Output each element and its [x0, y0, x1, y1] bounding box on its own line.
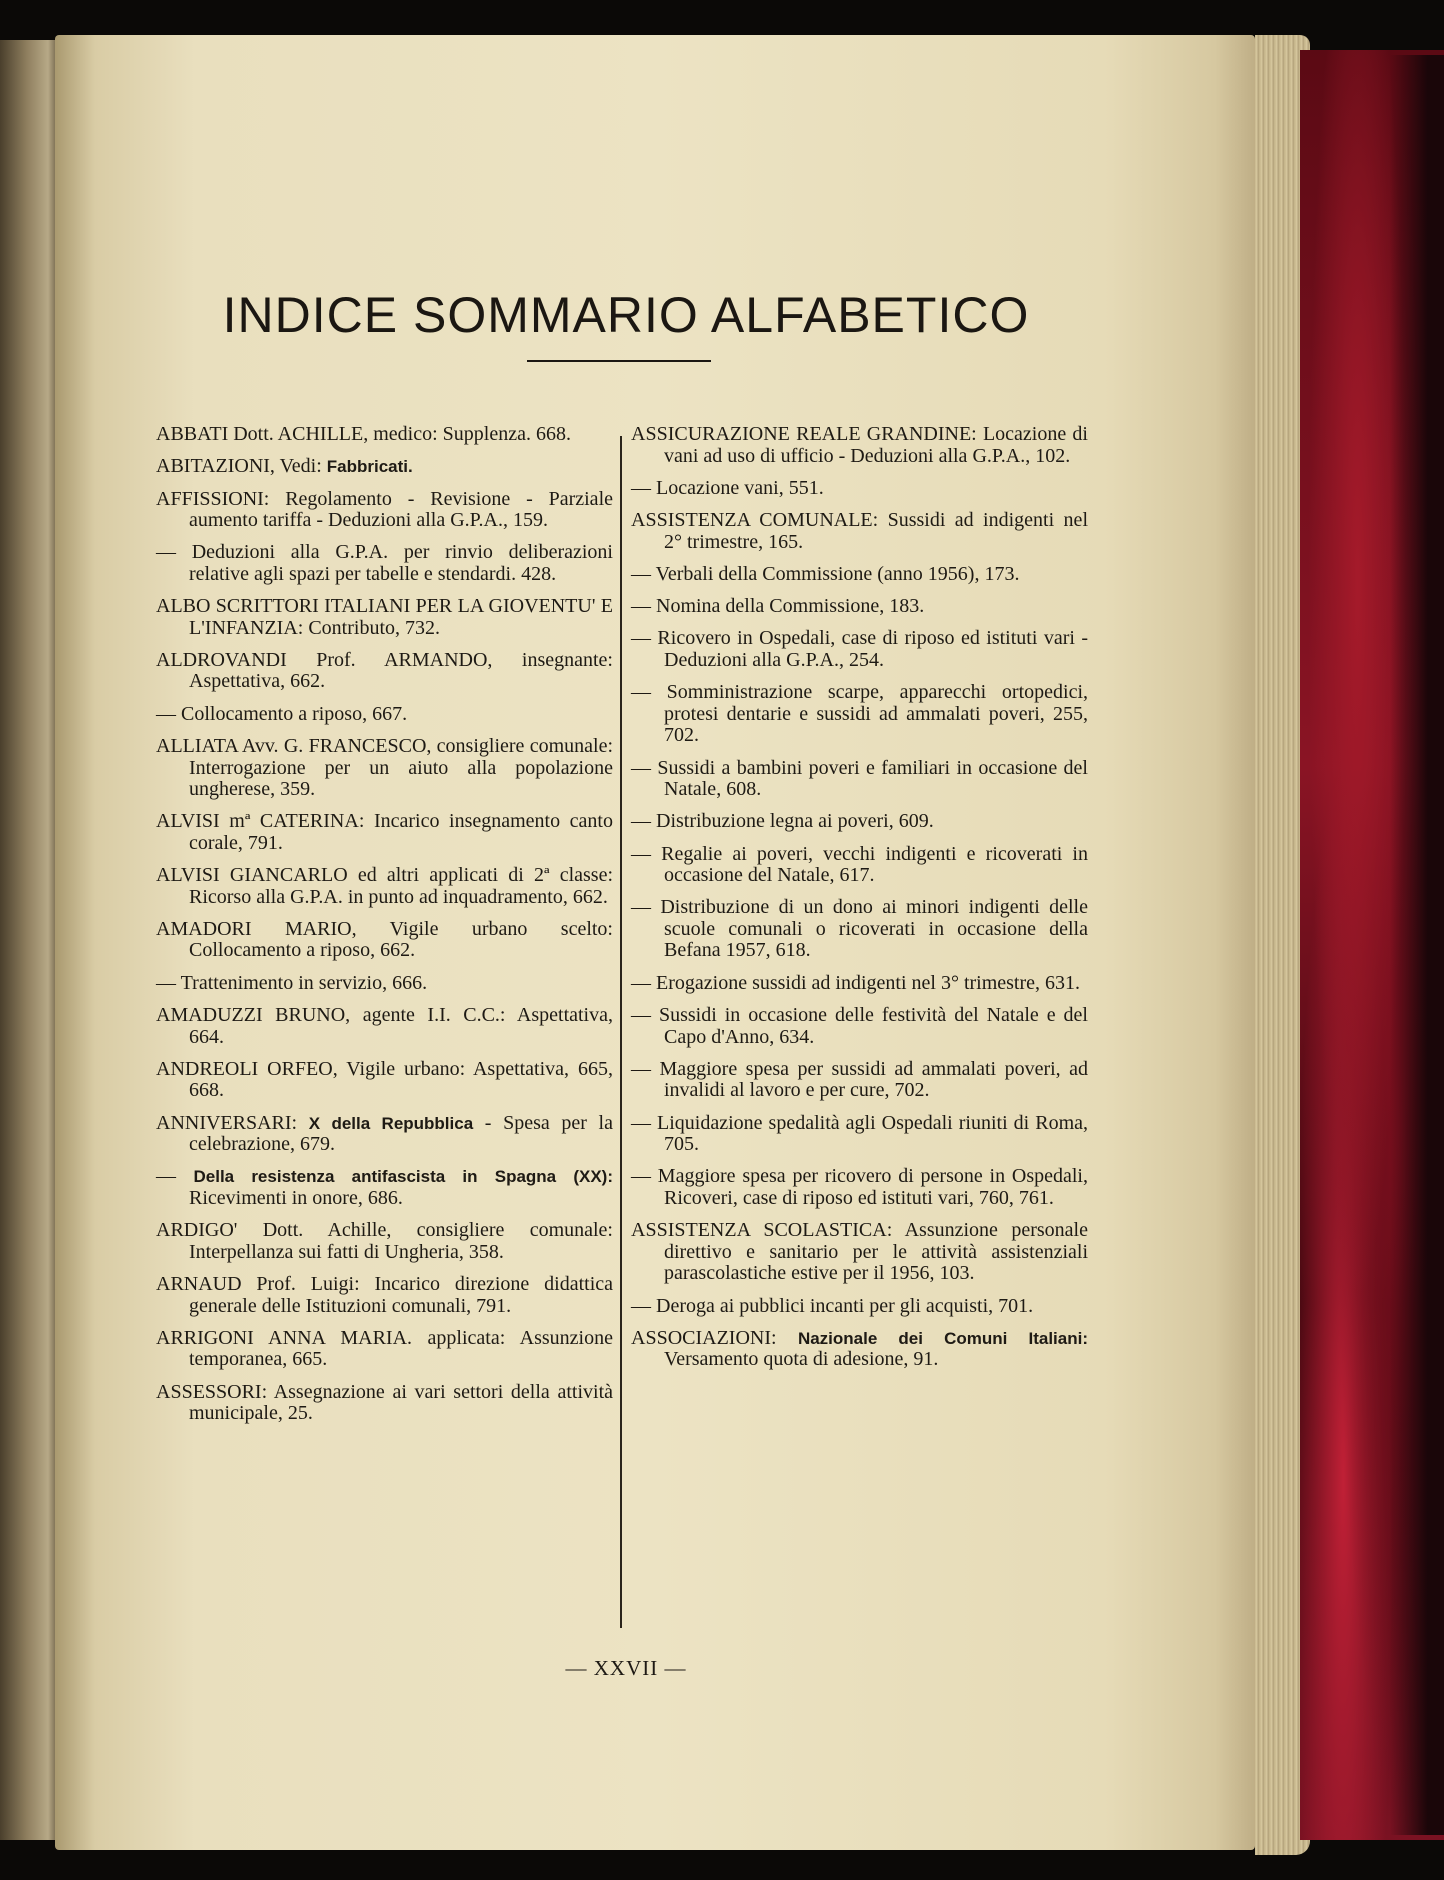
left-page-edge	[0, 40, 60, 1840]
index-entry-main: — Distribuzione legna ai poveri, 609.	[631, 810, 934, 833]
index-entry-post: Ricevimenti in onore, 686.	[189, 1186, 403, 1209]
column-divider	[620, 436, 622, 1628]
index-entry-main: — Somministrazione scarpe, apparecchi ortopedici, protesi dentarie e sussidi ad ammalati poveri, 255, 702.	[631, 681, 1088, 747]
index-entry	[631, 682, 1088, 747]
index-entry-main: — Erogazione sussidi ad indigenti nel 3° trimestre, 631.	[631, 971, 1081, 994]
index-entry-main: — Ricovero in Ospedali, case di riposo ed istituti vari - Deduzioni alla G.P.A., 254.	[631, 627, 1088, 671]
index-entry-post: Versamento quota di adesione, 91.	[664, 1348, 939, 1371]
index-entry	[631, 897, 1088, 962]
index-entry	[631, 564, 1088, 586]
index-entry-main: — Regalie ai poveri, vecchi indigenti e ricoverati in occasione del Natale, 617.	[631, 842, 1088, 887]
index-entry	[631, 510, 1088, 553]
index-entry-bold: Nazionale dei Comuni Italiani:	[797, 1328, 1088, 1348]
book-cover-shadow	[1390, 55, 1444, 1835]
index-entry-main: ARNAUD Prof. Luigi: Incarico direzione didattica generale delle Istituzioni comunali, 791.	[156, 1273, 613, 1317]
index-entry-main: — Sussidi in occasione delle festività del Natale e del Capo d'Anno, 634.	[631, 1004, 1088, 1048]
index-entry-main: — Collocamento a riposo, 667.	[156, 702, 408, 725]
index-entry-main: ALVISI mª CATERINA: Incarico insegnamento canto corale, 791.	[156, 810, 613, 854]
index-entry	[156, 919, 613, 962]
title-rule	[527, 360, 711, 362]
index-entry	[156, 736, 613, 801]
index-entry-main: — Verbali della Commissione (anno 1956), 173.	[631, 562, 1020, 585]
index-entry	[156, 456, 613, 478]
page-title: INDICE SOMMARIO ALFABETICO	[222, 287, 1030, 343]
index-entry	[631, 424, 1088, 467]
index-entry	[156, 1328, 613, 1371]
index-entry	[631, 1166, 1088, 1209]
index-entry-pre: ASSOCIAZIONI:	[631, 1326, 798, 1349]
index-entry-pre: —	[156, 1165, 194, 1188]
index-entry	[156, 1166, 613, 1209]
index-entry	[631, 1059, 1088, 1102]
index-entry-main: — Nomina della Commissione, 183.	[631, 595, 925, 618]
index-entry-main: ALVISI GIANCARLO ed altri applicati di 2ª classe: Ricorso alla G.P.A. in punto ad inquadramento, 662.	[156, 864, 613, 908]
page-number: — XXVII —	[565, 1656, 687, 1680]
index-entry	[156, 1274, 613, 1317]
index-entry-main: AMADUZZI BRUNO, agente I.I. C.C.: Aspettativa, 664.	[156, 1004, 613, 1048]
index-entry	[631, 1296, 1088, 1318]
index-entry-main: — Deroga ai pubblici incanti per gli acquisti, 701.	[631, 1294, 1034, 1317]
index-entry	[631, 811, 1088, 833]
index-entry	[156, 489, 613, 532]
index-entry-main: ASSESSORI: Assegnazione ai vari settori della attività municipale, 25.	[156, 1380, 613, 1425]
index-entry	[156, 650, 613, 693]
index-entry-main: — Trattenimento in servizio, 666.	[156, 971, 428, 994]
index-entry-bold: Della resistenza antifascista in Spagna (XX):	[193, 1167, 613, 1187]
index-entry-post: - Spesa per la celebrazione, 679.	[189, 1111, 613, 1156]
index-entry	[631, 1005, 1088, 1048]
index-entry-main: ASSISTENZA SCOLASTICA: Assunzione personale direttivo e sanitario per le attività assistenziali parascolastiche estive per il 1956, 103.	[631, 1219, 1088, 1285]
index-entry-main: AMADORI MARIO, Vigile urbano scelto: Collocamento a riposo, 662.	[156, 917, 613, 962]
index-entry	[156, 1059, 613, 1102]
index-entry	[631, 758, 1088, 801]
index-entry-main: ALDROVANDI Prof. ARMANDO, insegnante: Aspettativa, 662.	[156, 648, 613, 693]
index-entry-main: ALBO SCRITTORI ITALIANI PER LA GIOVENTU' E L'INFANZIA: Contributo, 732.	[156, 595, 613, 639]
index-entry-main: — Deduzioni alla G.P.A. per rinvio deliberazioni relative agli spazi per tabelle e stendardi. 428.	[156, 541, 613, 585]
index-entry-main: ARRIGONI ANNA MARIA. applicata: Assunzione temporanea, 665.	[156, 1326, 613, 1371]
index-entry-pre: ANNIVERSARI:	[156, 1111, 309, 1134]
index-entry-main: — Distribuzione di un dono ai minori indigenti delle scuole comunali o ricoverati in occasione della Befana 1957, 618.	[631, 896, 1088, 962]
index-entry	[631, 844, 1088, 887]
index-entry	[156, 542, 613, 585]
index-entry	[156, 704, 613, 726]
index-entry	[631, 1113, 1088, 1156]
index-entry	[631, 596, 1088, 618]
index-entry-bold: X della Repubblica	[308, 1113, 474, 1133]
index-entry	[156, 1113, 613, 1156]
index-entry-main: — Sussidi a bambini poveri e familiari in occasione del Natale, 608.	[631, 756, 1088, 801]
index-entry-main: — Maggiore spesa per sussidi ad ammalati poveri, ad invalidi al lavoro e per cure, 702.	[631, 1057, 1088, 1102]
index-entry-main: — Locazione vani, 551.	[631, 476, 824, 499]
index-entry	[156, 1382, 613, 1425]
index-entry	[631, 478, 1088, 500]
index-entry-main: ASSISTENZA COMUNALE: Sussidi ad indigenti nel 2° trimestre, 165.	[631, 509, 1088, 553]
index-entry	[631, 973, 1088, 995]
index-entry	[156, 1220, 613, 1263]
index-entry-main: AFFISSIONI: Regolamento - Revisione - Parziale aumento tariffa - Deduzioni alla G.P.A., 159.	[156, 487, 613, 532]
index-entry-main: ABBATI Dott. ACHILLE, medico: Supplenza. 668.	[156, 423, 571, 445]
index-entry	[156, 973, 613, 995]
index-entry	[156, 1005, 613, 1048]
index-entry	[156, 424, 613, 446]
index-entry-main: — Maggiore spesa per ricovero di persone in Ospedali, Ricoveri, case di riposo ed istituti vari, 760, 761.	[631, 1165, 1088, 1209]
index-entry	[156, 596, 613, 639]
index-entry	[631, 628, 1088, 671]
index-entry-main: ANDREOLI ORFEO, Vigile urbano: Aspettativa, 665, 668.	[156, 1057, 613, 1102]
right-column	[631, 424, 1088, 1382]
index-entry	[631, 1220, 1088, 1285]
left-column	[156, 424, 613, 1435]
index-entry-main: ALLIATA Avv. G. FRANCESCO, consigliere comunale: Interrogazione per un aiuto alla popolazione ungherese, 359.	[156, 735, 613, 801]
index-entry-main: ASSICURAZIONE REALE GRANDINE: Locazione di vani ad uso di ufficio - Deduzioni alla G.P.A., 102.	[631, 423, 1088, 467]
index-entry	[631, 1328, 1088, 1371]
index-entry-main: ARDIGO' Dott. Achille, consigliere comunale: Interpellanza sui fatti di Ungheria, 358.	[156, 1219, 613, 1263]
index-entry	[156, 811, 613, 854]
index-entry-pre: ABITAZIONI, Vedi:	[156, 455, 327, 478]
index-entry-main: — Liquidazione spedalità agli Ospedali riuniti di Roma, 705.	[631, 1111, 1088, 1156]
index-entry	[156, 865, 613, 908]
index-entry-bold: Fabbricati.	[326, 457, 413, 477]
